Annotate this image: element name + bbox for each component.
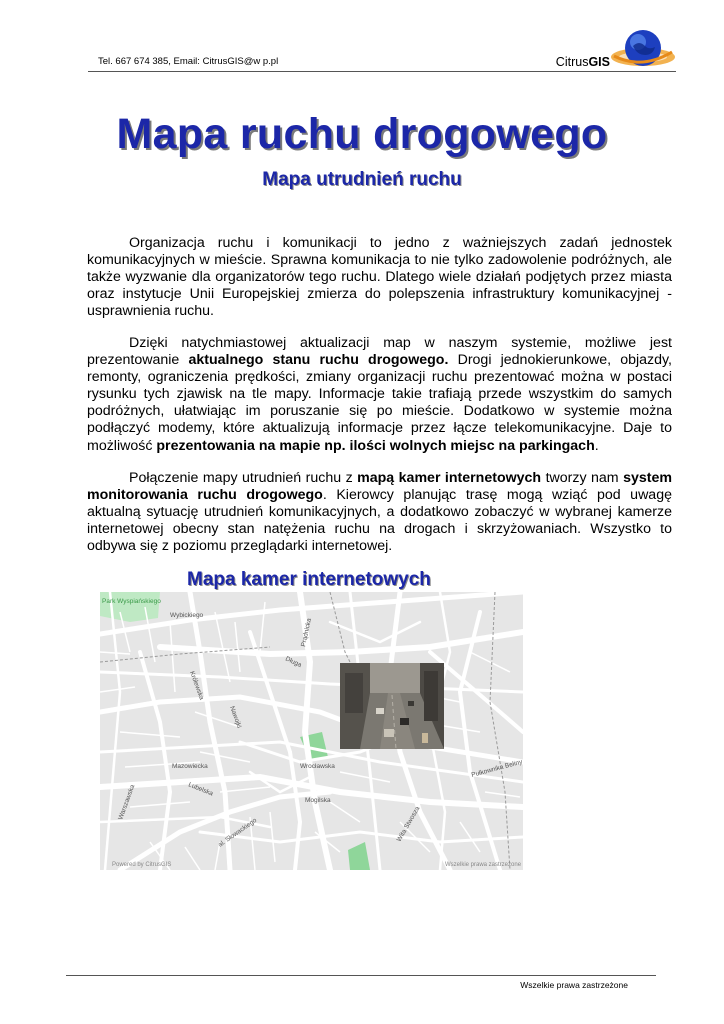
brand-suffix: GIS xyxy=(588,55,610,69)
p3-text-e: . Kierowcy planując trasę mogą wziąć pod uwagę aktualną sytuację utrudnień komunikacyjnych, a dodatkowo zobaczyć w wybranej kamerze internetowej obecny stan natężenia ruchu na drogach i skrzyżowaniach. Wszystko to odbywa się z poziomu przeglądarki internetowej. xyxy=(87,487,672,555)
p2-text-c: Drogi jednokierunkowe, objazdy, remonty, ograniczenia prędkości, zmiany organizacji ruchu prezentować można w postaci rysunku tych zjawisk na tle mapy. Informacje takie trafiają przede wszystkim do samych podróżnych, ułatwiając im poruszanie się po mieście. Dodatkowo w systemie można podłączyć modemy, które aktualizują informacje przez łącze telekomunikacyjne. Daje to możliwość xyxy=(87,352,672,454)
p3-text-a: Połączenie mapy utrudnień ruchu z xyxy=(129,470,358,486)
map-label-nawojki: Nawojki xyxy=(228,705,243,730)
map-label-lubelska: Lubelska xyxy=(187,781,215,798)
map-label-wybickiego: Wybickiego xyxy=(170,612,204,619)
map-label-slowackiego: al. Słowackiego xyxy=(217,816,259,849)
map-powered-by: Powered by CitrusGIS xyxy=(112,862,172,868)
street-map-image xyxy=(100,592,523,870)
p2-text-a: Dzięki natychmiastowej aktualizacji map w naszym systemie, możliwe jest prezentowanie xyxy=(87,335,672,369)
p3-text-c: tworzy nam xyxy=(541,470,624,486)
webcam-snapshot-image[interactable] xyxy=(340,663,444,749)
map-label-wita-stwosza: Wita Stwosza xyxy=(395,805,422,843)
paragraph-1 xyxy=(87,235,672,320)
map-section-title: Mapa kamer internetowych xyxy=(187,569,431,590)
p2-bold-d: prezentowania na mapie np. ilości wolnych miejsc na parkingach xyxy=(156,437,595,454)
contact-info: Tel. 667 674 385, Email: CitrusGIS@w p.pl xyxy=(98,56,279,67)
page-subtitle: Mapa utrudnień ruchu xyxy=(262,169,462,190)
paragraph-1-text: Organizacja ruchu i komunikacji to jedno z ważniejszych zadań jednostek komunikacyjnych w mieście. Sprawna komunikacja to nie tylko zadowolenie podróżnych, ale także wyzwanie dla organizatorów tego ruchu. Dlatego wiele działań podjętych przez miasta oraz instytucje Unii Europejskiej zmierza do polepszenia infrastruktury komunikacyjnej - usprawnienia ruchu. xyxy=(87,235,672,320)
paragraph-2 xyxy=(87,335,672,455)
map-label-mogilska: Mogilska xyxy=(305,797,331,804)
paragraph-3 xyxy=(87,470,672,555)
map-label-mazowiecka: Mazowiecka xyxy=(172,763,208,770)
webcam-map[interactable] xyxy=(100,592,523,870)
header-rule xyxy=(88,71,676,72)
p2-text-e: . xyxy=(594,437,599,454)
map-label-wroclawska: Wrocławska xyxy=(300,763,335,770)
page-header xyxy=(88,46,676,72)
p3-bold-d: system monitorowania ruchu drogowego xyxy=(87,470,672,504)
brand-prefix: Citrus xyxy=(555,55,589,69)
map-rights: Wszelkie prawa zastrzeżone xyxy=(445,862,522,868)
p3-bold-b: mapą kamer internetowych xyxy=(357,470,542,486)
map-label-pulkownika: Pułkownika Beliny xyxy=(470,758,523,779)
page-title: Mapa ruchu drogowego xyxy=(116,110,608,158)
map-label-park: Park Wyspiańskiego xyxy=(102,598,161,605)
map-label-pradnicka: Prądnicka xyxy=(300,617,313,648)
p2-bold-b: aktualnego stanu ruchu drogowego. xyxy=(188,352,449,369)
globe-logo-icon xyxy=(606,24,676,74)
brand-name xyxy=(556,55,610,69)
footer-text: Wszelkie prawa zastrzeżone xyxy=(520,980,628,990)
footer-rule xyxy=(66,975,656,976)
map-label-dluga: Długa xyxy=(284,655,303,669)
map-label-krolewska: Królewska xyxy=(188,670,205,701)
map-label-warszawska: Warszawska xyxy=(117,783,137,821)
